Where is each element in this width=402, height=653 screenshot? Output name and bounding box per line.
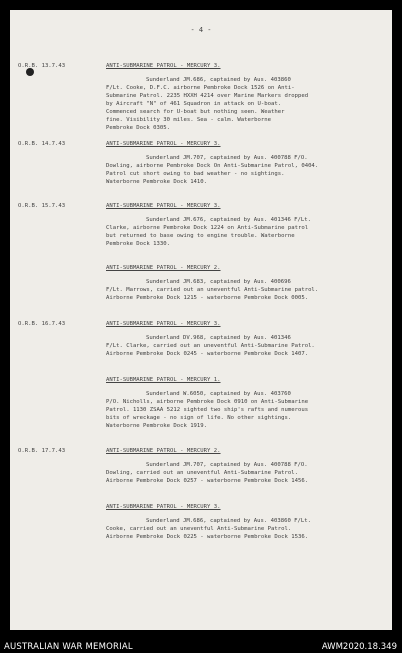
entry-line: Sunderland JM.683, captained by Aus. 400696 <box>146 279 291 285</box>
page-number: - 4 - <box>190 26 212 34</box>
entry-heading: ANTI-SUBMARINE PATROL - MERCURY 2. <box>106 265 221 271</box>
orb-reference: O.R.B. 14.7.43 <box>18 141 66 147</box>
entry-line: Sunderland JM.707, captained by Aus. 400788 F/O. <box>146 155 308 161</box>
entry-heading: ANTI-SUBMARINE PATROL - MERCURY 2. <box>106 448 221 454</box>
entry-line: Pembroke Dock 1330. <box>106 241 170 247</box>
entry-line: Sunderland JM.686, captained by Aus. 403860 <box>146 77 291 83</box>
entry-heading: ANTI-SUBMARINE PATROL - MERCURY 3. <box>106 203 221 209</box>
entry-line: Sunderland JM.676, captained by Aus. 401346 F/Lt. <box>146 217 312 223</box>
orb-reference: O.R.B. 15.7.43 <box>18 203 66 209</box>
entry-line: F/Lt. Cooke, D.F.C. airborne Pembroke Dock 1526 on Anti- <box>106 85 295 91</box>
entry-line: Sunderland DV.968, captained by Aus. 401346 <box>146 335 291 341</box>
entry-line: Airborne Pembroke Dock 0257 - waterborne Pembroke Dock 1456. <box>106 478 309 484</box>
entry-line: F/Lt. Clarke, carried out an uneventful Anti-Submarine Patrol. <box>106 343 315 349</box>
entry-line: Dowling, carried out an uneventful Anti-Submarine Patrol. <box>106 470 298 476</box>
entry-line: Airborne Pembroke Dock 0225 - waterborne Pembroke Dock 1536. <box>106 534 309 540</box>
entry-heading: ANTI-SUBMARINE PATROL - MERCURY 3. <box>106 321 221 327</box>
orb-reference: O.R.B. 17.7.43 <box>18 448 66 454</box>
entry-line: F/Lt. Marrows, carried out an uneventful Anti-Submarine patrol. <box>106 287 319 293</box>
entry-line: Airborne Pembroke Dock 0245 - waterborne Pembroke Dock 1407. <box>106 351 309 357</box>
entry-heading: ANTI-SUBMARINE PATROL - MERCURY 3. <box>106 141 221 147</box>
entry-line: Commenced search for U-boat but nothing seen. Weather <box>106 109 285 115</box>
entry-line: Dowling, airborne Pembroke Dock On Anti-Submarine Patrol, 0404. <box>106 163 319 169</box>
entry-line: fine. Visibility 30 miles. Sea - calm. Waterborne <box>106 117 272 123</box>
footer-accession-number: AWM2020.18.349 <box>321 642 397 652</box>
entry-line: Waterborne Pembroke Dock 1919. <box>106 423 208 429</box>
entry-heading: ANTI-SUBMARINE PATROL - MERCURY 1. <box>106 377 221 383</box>
entry-heading: ANTI-SUBMARINE PATROL - MERCURY 3. <box>106 504 221 510</box>
orb-reference: O.R.B. 13.7.43 <box>18 63 66 69</box>
entry-line: Pembroke Dock 0305. <box>106 125 170 131</box>
entry-line: Airborne Pembroke Dock 1215 - waterborne Pembroke Dock 0005. <box>106 295 309 301</box>
entry-line: Sunderland W.6050, captained by Aus. 403760 <box>146 391 291 397</box>
entry-line: Cooke, carried out an uneventful Anti-Submarine Patrol. <box>106 526 292 532</box>
entry-line: Submarine Patrol. 2235 HXXH 4214 over Marine Markers dropped <box>106 93 309 99</box>
orb-reference: O.R.B. 16.7.43 <box>18 321 66 327</box>
footer-institution: AUSTRALIAN WAR MEMORIAL <box>4 642 133 652</box>
entry-line: by Aircraft "N" of 461 Squadron in attack on U-boat. <box>106 101 282 107</box>
entry-line: Sunderland JM.686, captained by Aus. 403860 F/Lt. <box>146 518 312 524</box>
document-page <box>10 10 392 630</box>
entry-line: Waterborne Pembroke Dock 1410. <box>106 179 208 185</box>
entry-line: Clarke, airborne Pembroke Dock 1224 on Anti-Submarine patrol <box>106 225 309 231</box>
entry-line: Patrol cut short owing to bad weather - no sightings. <box>106 171 285 177</box>
entry-line: Sunderland JM.707, captained by Aus. 400788 F/O. <box>146 462 308 468</box>
entry-line: but returned to base owing to engine trouble. Waterborne <box>106 233 295 239</box>
punch-hole <box>26 68 34 76</box>
entry-line: P/O. Nicholls, airborne Pembroke Dock 0910 on Anti-Submarine <box>106 399 309 405</box>
entry-line: bits of wreckage - no sign of life. No other sightings. <box>106 415 292 421</box>
archive-footer <box>0 630 402 653</box>
entry-line: Patrol. 1130 ZSAA 5212 sighted two ship's rafts and numerous <box>106 407 309 413</box>
entry-heading: ANTI-SUBMARINE PATROL - MERCURY 3. <box>106 63 221 69</box>
